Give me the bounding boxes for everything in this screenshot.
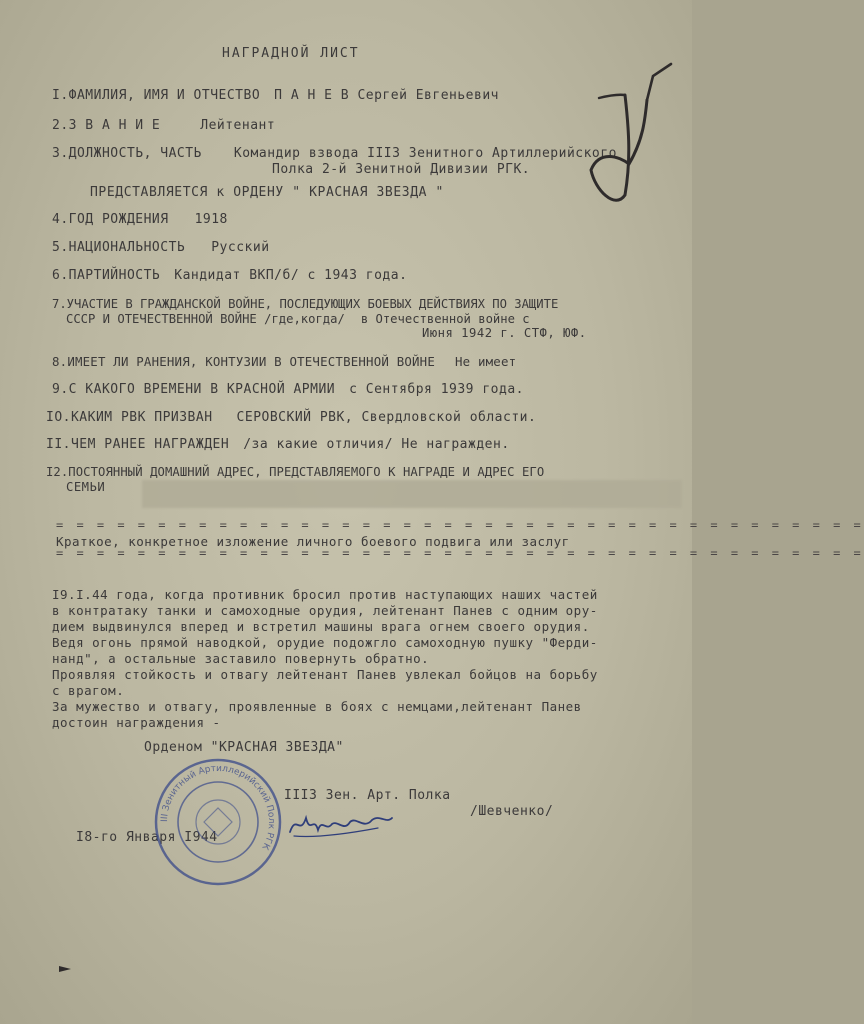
document-title: НАГРАДНОЙ ЛИСТ bbox=[222, 46, 360, 61]
field-3 bbox=[52, 146, 617, 161]
field-4 bbox=[52, 212, 228, 227]
field-12-label: I2.ПОСТОЯННЫЙ ДОМАШНИЙ АДРЕС, ПРЕДСТАВЛЯЕМОГО К НАГРАДЕ И АДРЕС ЕГО bbox=[46, 465, 545, 479]
field-11-value: /за какие отличия/ Не награжден. bbox=[243, 437, 510, 452]
field-8-label: 8.ИМЕЕТ ЛИ РАНЕНИЯ, КОНТУЗИИ В ОТЕЧЕСТВЕННОЙ ВОЙНЕ bbox=[52, 354, 435, 369]
field-6-value: Кандидат ВКП/б/ с 1943 года. bbox=[174, 268, 408, 283]
narrative-line-5: нанд", а остальные заставило повернуть обратно. bbox=[52, 651, 430, 666]
field-2-label: 2.З В А Н И Е bbox=[52, 118, 161, 133]
field-3-label: 3.ДОЛЖНОСТЬ, ЧАСТЬ bbox=[52, 146, 202, 161]
narrative-line-6: Проявляя стойкость и отвагу лейтенант Панев увлекал бойцов на борьбу bbox=[52, 667, 598, 682]
field-6-label: 6.ПАРТИЙНОСТЬ bbox=[52, 268, 161, 283]
corner-mark-icon bbox=[58, 962, 72, 976]
separator-dashes-2: = = = = = = = = = = = = = = = = = = = = = = = = = = = = = = = = = = = = = = = = bbox=[56, 546, 864, 560]
field-5-label: 5.НАЦИОНАЛЬНОСТЬ bbox=[52, 240, 186, 255]
field-4-label: 4.ГОД РОЖДЕНИЯ bbox=[52, 212, 169, 227]
narrative-line-1: I9.I.44 года, когда противник бросил против наступающих наших частей bbox=[52, 587, 598, 602]
field-11 bbox=[46, 437, 510, 452]
field-5-value: Русский bbox=[211, 240, 270, 255]
field-7-value-line2: Июня 1942 г. СТФ, ЮФ. bbox=[422, 326, 587, 340]
presented-for: ПРЕДСТАВЛЯЕТСЯ к ОРДЕНУ " КРАСНАЯ ЗВЕЗДА " bbox=[90, 185, 444, 200]
narrative-line-4: Ведя огонь прямой наводкой, орудие подожгло самоходную пушку "Ферди- bbox=[52, 635, 598, 650]
field-8-value: Не имеет bbox=[455, 354, 517, 369]
field-11-label: II.ЧЕМ РАНЕЕ НАГРАЖДЕН bbox=[46, 437, 230, 452]
field-10-label: IO.КАКИМ РВК ПРИЗВАН bbox=[46, 410, 213, 425]
field-8 bbox=[52, 354, 516, 369]
field-6 bbox=[52, 268, 407, 283]
field-2-value: Лейтенант bbox=[200, 118, 276, 133]
field-1-value: П А Н Е В Сергей Евгеньевич bbox=[274, 88, 499, 103]
field-5 bbox=[52, 240, 270, 255]
field-7-label-line2: СССР И ОТЕЧЕСТВЕННОЙ ВОЙНЕ /где,когда/ в Отечественной войне с bbox=[66, 312, 530, 326]
stamp-ring-text: III Зенитный Артиллерийский Полк РГК bbox=[159, 763, 277, 852]
signatory-unit: III3 Зен. Арт. Полка bbox=[284, 788, 451, 803]
date-line: I8-го Января I944 bbox=[76, 830, 218, 845]
narrative-line-9: достоин награждения - bbox=[52, 715, 221, 730]
signer-name: /Шевченко/ bbox=[470, 804, 554, 819]
field-7-value: в Отечественной войне с bbox=[360, 312, 530, 326]
narrative-line-7: с врагом. bbox=[52, 683, 125, 698]
field-9-label: 9.С КАКОГО ВРЕМЕНИ В КРАСНОЙ АРМИИ bbox=[52, 382, 336, 397]
field-7-label: 7.УЧАСТИЕ В ГРАЖДАНСКОЙ ВОЙНЕ, ПОСЛЕДУЮЩИХ БОЕВЫХ ДЕЙСТВИЯХ ПО ЗАЩИТЕ bbox=[52, 297, 559, 311]
field-1-label: I.ФАМИЛИЯ, ИМЯ И ОТЧЕСТВО bbox=[52, 88, 261, 103]
narrative-line-3: дием выдвинулся вперед и встретил машины врага огнем своего орудия. bbox=[52, 619, 590, 634]
separator-dashes: = = = = = = = = = = = = = = = = = = = = = = = = = = = = = = = = = = = = = = = = bbox=[56, 518, 864, 532]
narrative-line-2: в контратаку танки и самоходные орудия, лейтенант Панев с одним ору- bbox=[52, 603, 598, 618]
summary-heading: Краткое, конкретное изложение личного боевого подвига или заслуг bbox=[56, 534, 570, 549]
field-10-value: СЕРОВСКИЙ РВК, Свердловской области. bbox=[236, 410, 537, 425]
field-2 bbox=[52, 118, 275, 133]
field-12-label-line2: СЕМЬИ bbox=[66, 480, 106, 494]
field-3-value-line2: Полка 2-й Зенитной Дивизии РГК. bbox=[272, 162, 531, 177]
field-9-value: с Сентября 1939 года. bbox=[349, 382, 524, 397]
award-order: Орденом "КРАСНАЯ ЗВЕЗДА" bbox=[144, 740, 344, 755]
commander-signature-icon bbox=[286, 806, 396, 842]
field-10 bbox=[46, 410, 536, 425]
narrative-line-8: За мужество и отвагу, проявленные в боях с немцами,лейтенант Панев bbox=[52, 699, 582, 714]
unit-stamp-icon bbox=[152, 756, 284, 888]
field-3-value: Командир взвода III3 Зенитного Артиллерийского bbox=[233, 146, 617, 161]
redacted-address-band bbox=[142, 480, 682, 508]
field-1 bbox=[52, 88, 499, 103]
field-4-value: 1918 bbox=[194, 212, 228, 227]
pencil-annotation-icon bbox=[585, 60, 675, 220]
field-9 bbox=[52, 382, 524, 397]
